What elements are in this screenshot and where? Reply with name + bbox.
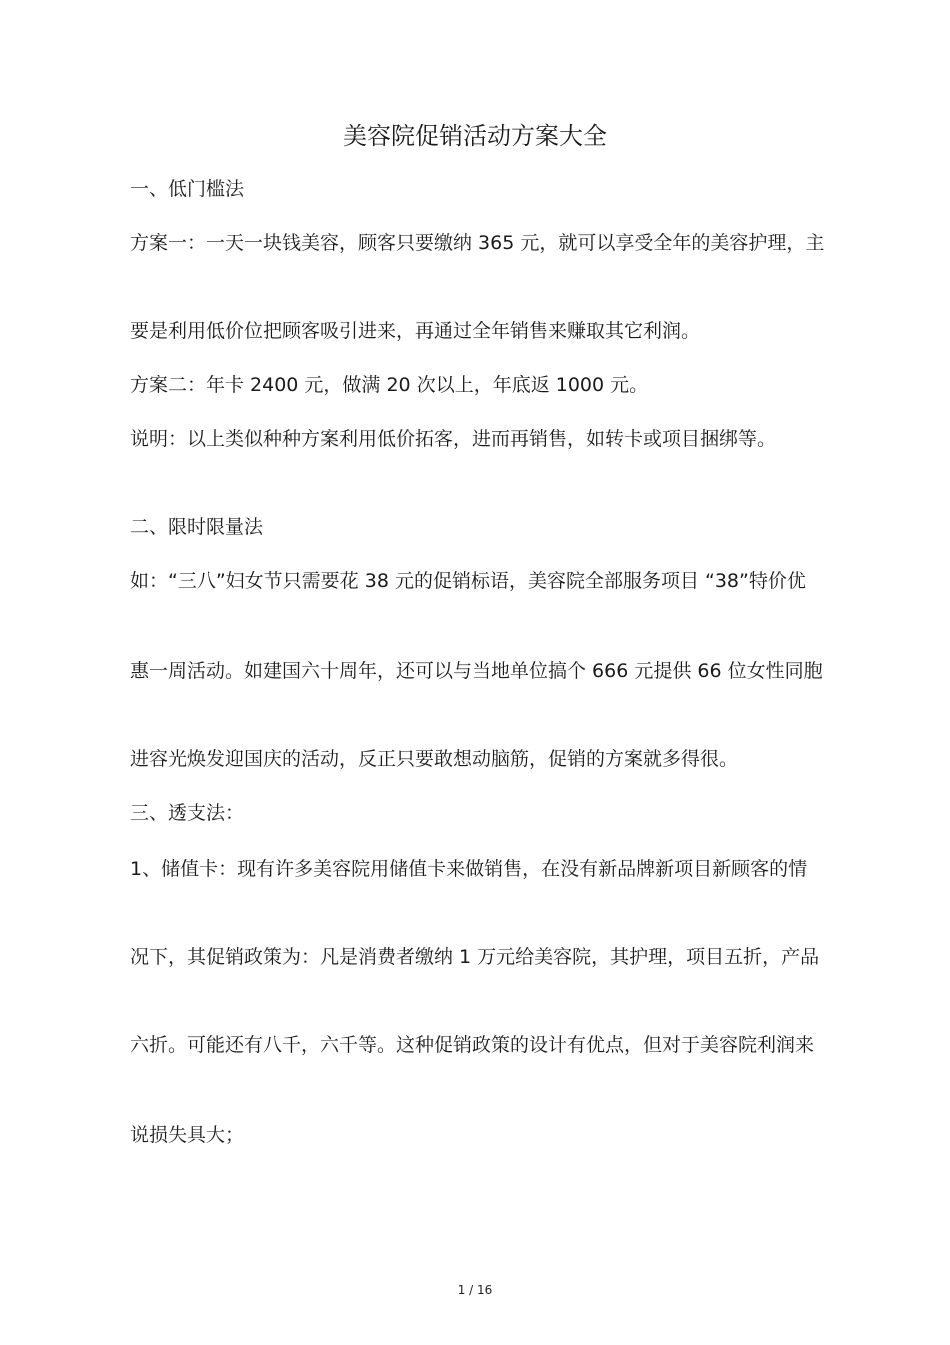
paragraph: 方案一：一天一块钱美容，顾客只要缴纳 365 元，就可以享受全年的美容护理，主 xyxy=(130,232,825,254)
paragraph: 1、储值卡：现有许多美容院用储值卡来做销售，在没有新品牌新项目新顾客的情 xyxy=(130,858,808,880)
paragraph: 要是利用低价位把顾客吸引进来，再通过全年销售来赚取其它利润。 xyxy=(130,320,701,342)
document-title: 美容院促销活动方案大全 xyxy=(343,122,607,150)
section-heading: 二、限时限量法 xyxy=(130,516,264,538)
section-heading: 一、低门槛法 xyxy=(130,178,245,200)
section-heading: 三、透支法： xyxy=(130,802,245,824)
paragraph: 方案二：年卡 2400 元，做满 20 次以上，年底返 1000 元。 xyxy=(130,374,649,396)
page-number: 1 / 16 xyxy=(457,1283,493,1297)
paragraph: 进容光焕发迎国庆的活动，反正只要敢想动脑筋，促销的方案就多得很。 xyxy=(130,748,739,770)
paragraph: 六折。可能还有八千，六千等。这种促销政策的设计有优点，但对于美容院利润来 xyxy=(130,1034,815,1056)
paragraph: 如：“三八”妇女节只需要花 38 元的促销标语，美容院全部服务项目 “38”特价优 xyxy=(130,570,806,592)
paragraph: 说损失具大； xyxy=(130,1124,245,1146)
paragraph: 惠一周活动。如建国六十周年，还可以与当地单位搞个 666 元提供 66 位女性同胞 xyxy=(130,660,823,682)
paragraph: 况下，其促销政策为：凡是消费者缴纳 1 万元给美容院，其护理，项目五折，产品 xyxy=(130,946,820,968)
paragraph: 说明：以上类似种种方案利用低价拓客，进而再销售，如转卡或项目捆绑等。 xyxy=(130,428,777,450)
